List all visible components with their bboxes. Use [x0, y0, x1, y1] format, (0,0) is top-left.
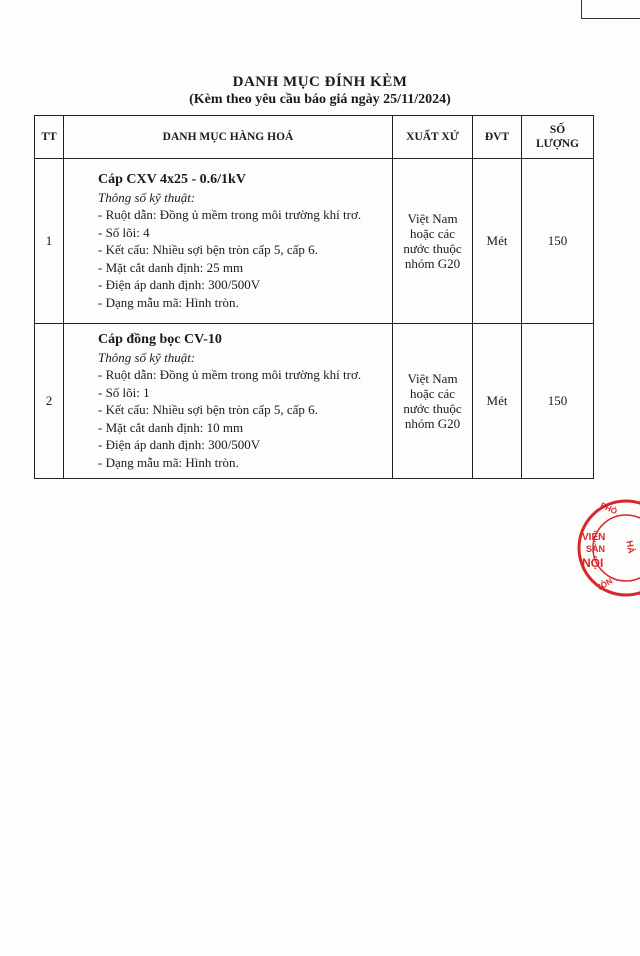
item-qty: 150 — [522, 159, 594, 324]
origin-line: nhóm G20 — [404, 416, 461, 431]
spec-line: - Kết cấu: Nhiều sợi bện tròn cấp 5, cấp 6. — [98, 402, 318, 417]
document-title: DANH MỤC ĐÍNH KÈM — [232, 74, 408, 90]
item-name: Cáp CXV 4x25 - 0.6/1kV — [98, 172, 246, 187]
spec-line: - Điện áp danh định: 300/500V — [98, 277, 261, 292]
spec-label: Thông số kỹ thuật: — [98, 189, 196, 205]
spec-line: - Ruột dẫn: Đồng ủ mềm trong môi trường khí trơ. — [98, 207, 362, 222]
header-tt: TT — [35, 116, 64, 159]
document-subtitle: (Kèm theo yêu cầu báo giá ngày 25/11/2024) — [189, 92, 451, 107]
header-qty — [522, 116, 594, 159]
table-row — [35, 324, 594, 479]
header-item: DANH MỤC HÀNG HOÁ — [64, 116, 393, 159]
spec-line: - Ruột dẫn: Đồng ủ mềm trong môi trường khí trơ. — [98, 367, 362, 382]
spec-line: - Mặt cắt danh định: 10 mm — [98, 419, 244, 435]
red-stamp — [576, 498, 640, 598]
origin-line: nước thuộc — [403, 241, 462, 256]
origin-line: hoặc các — [409, 386, 456, 401]
item-qty: 150 — [522, 324, 594, 479]
origin-line: Việt Nam — [407, 211, 458, 226]
corner-mark — [581, 0, 640, 19]
item-name: Cáp đồng bọc CV-10 — [98, 332, 222, 347]
header-unit: ĐVT — [473, 116, 522, 159]
spec-line: - Điện áp danh định: 300/500V — [98, 437, 261, 452]
table-header-row — [35, 116, 594, 159]
stamp-line-3: NỘI — [582, 556, 604, 570]
spec-line: - Số lõi: 4 — [98, 224, 150, 240]
table-row — [35, 159, 594, 324]
item-description — [64, 159, 393, 324]
stamp-arc-top: PHÒ — [598, 500, 619, 517]
spec-line: - Số lõi: 1 — [98, 384, 150, 400]
stamp-arc-bottom: TÔN — [594, 576, 615, 593]
stamp-line-1: VIỆN — [582, 532, 606, 543]
origin-line: hoặc các — [409, 226, 456, 241]
header-qty-line2: LƯỢNG — [535, 138, 580, 150]
item-origin — [393, 159, 473, 324]
stamp-line-2: SẢN — [586, 544, 606, 554]
row-number: 1 — [35, 159, 64, 324]
item-unit: Mét — [473, 324, 522, 479]
spec-line: - Kết cấu: Nhiều sợi bện tròn cấp 5, cấp 6. — [98, 242, 318, 257]
spec-label: Thông số kỹ thuật: — [98, 349, 196, 365]
item-unit: Mét — [473, 159, 522, 324]
spec-line: - Mặt cắt danh định: 25 mm — [98, 259, 244, 275]
header-origin: XUẤT XỨ — [393, 116, 473, 159]
header-qty-line1: SỐ — [549, 123, 566, 136]
origin-line: nhóm G20 — [404, 256, 461, 271]
item-origin — [393, 324, 473, 479]
row-number: 2 — [35, 324, 64, 479]
stamp-arc-right: HÀ — [624, 539, 637, 555]
spec-line: - Dạng mẫu mã: Hình tròn. — [98, 454, 239, 470]
origin-line: Việt Nam — [407, 371, 458, 386]
origin-line: nước thuộc — [403, 401, 462, 416]
spec-line: - Dạng mẫu mã: Hình tròn. — [98, 294, 239, 310]
item-description — [64, 324, 393, 479]
goods-table — [34, 115, 594, 479]
